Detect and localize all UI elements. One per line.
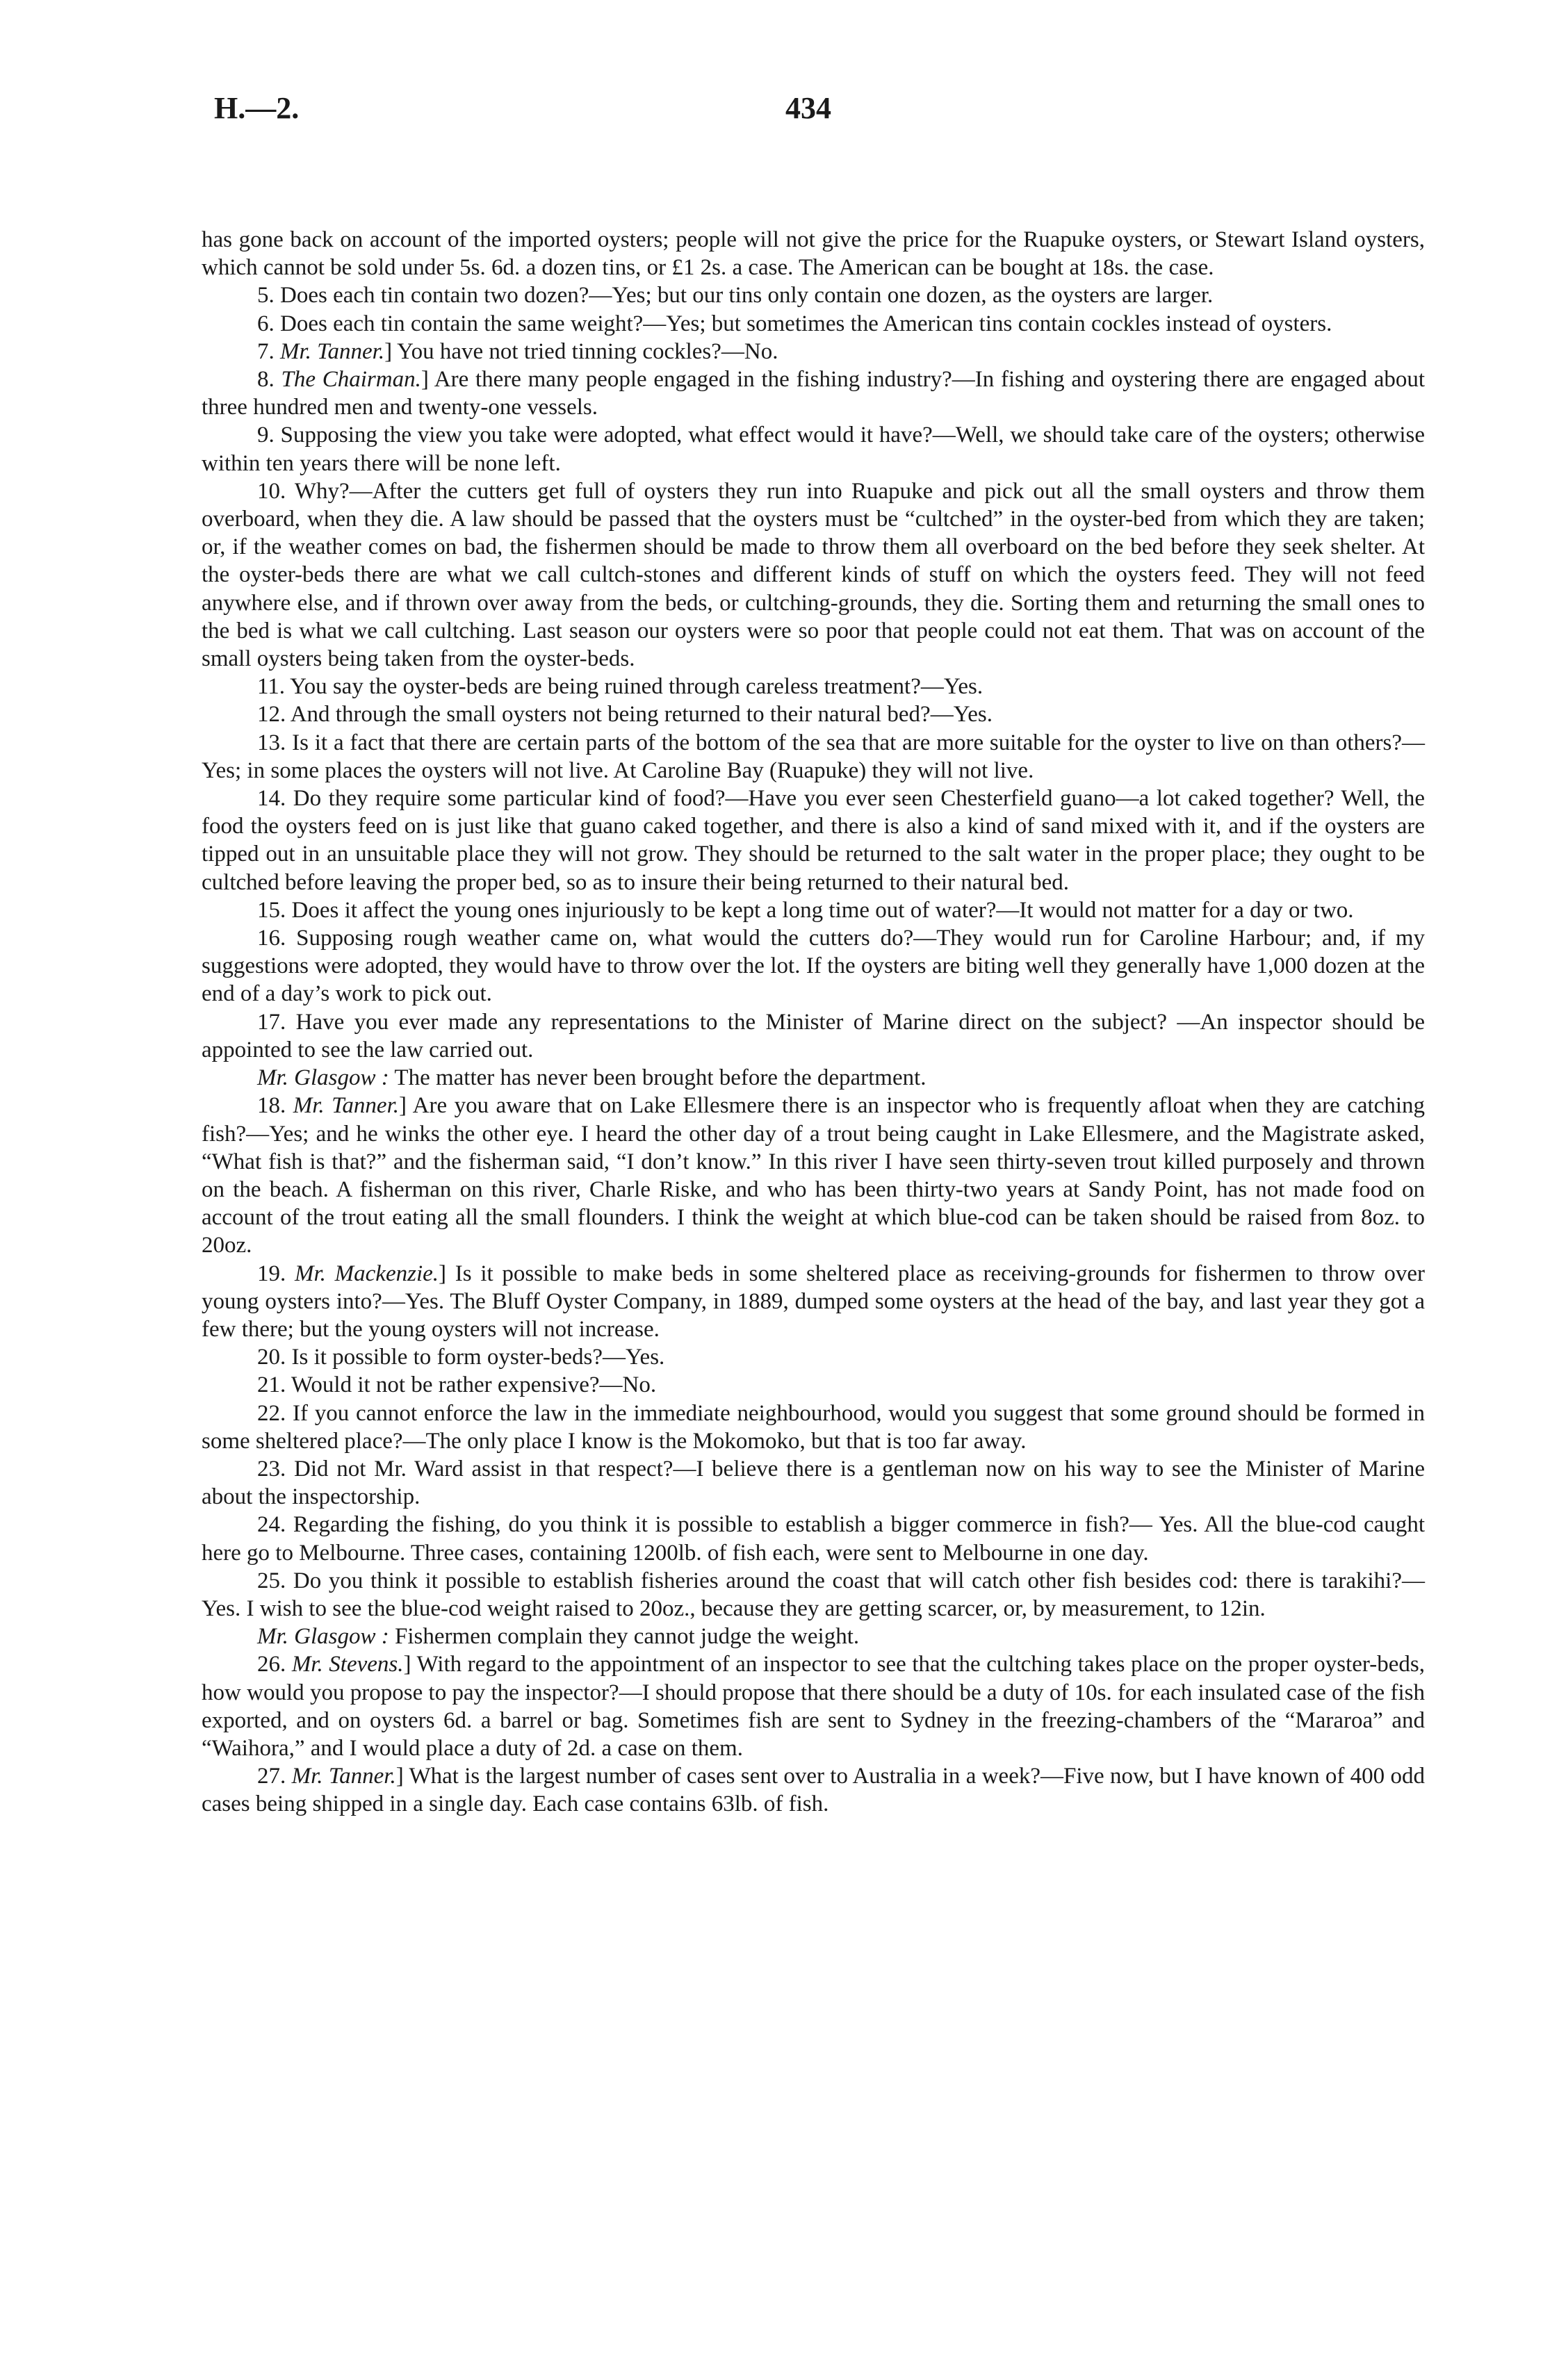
minutes-of-evidence <box>202 226 1425 1819</box>
speaker-name: Mr. Stevens. <box>291 1652 404 1677</box>
document-reference: H.—2. <box>214 91 300 125</box>
question-answer <box>202 366 1425 421</box>
question-answer <box>202 1343 1425 1371</box>
question-answer <box>202 310 1425 338</box>
paragraph-text: Is it a fact that there are certain parts of the bottom of the sea that are more suitable for the oyster to live on than others?—Yes; in some places the oysters will not live. At Caroline Bay (Ruapuke) they will not live. <box>202 730 1425 783</box>
paragraph-text: Does it affect the young ones injuriously to be kept a long time out of water?—It would not matter for a day or two. <box>291 897 1354 923</box>
question-number: 18. <box>257 1093 293 1119</box>
question-number: 9. <box>257 422 281 448</box>
question-answer <box>202 729 1425 785</box>
paragraph-text: You say the oyster-beds are being ruined through careless treatment?—Yes. <box>290 674 983 700</box>
paragraph-text: ] Are there many people engaged in the fishing industry?—In fishing and oystering there are engaged about three hundred men and twenty-one vessels. <box>202 367 1426 420</box>
speaker-name: Mr. Glasgow : <box>257 1065 389 1091</box>
question-answer <box>202 1064 1425 1092</box>
question-number: 5. <box>257 283 280 309</box>
paragraph-text: ] With regard to the appointment of an inspector to see that the cultching takes place on the proper oyster-beds, how would you propose to pay the inspector?—I should propose that there should be a duty of 10s. for each insulated case of the fish exported, and on oysters 6d. a barrel or bag. Sometimes fish are sent to Sydney in the freezing-chambers of the “Mararoa” and “Waihora,” and I would place a duty of 2d. a case on them. <box>202 1652 1425 1761</box>
question-number: 7. <box>257 338 280 364</box>
paragraph-text: Regarding the fishing, do you think it is possible to establish a bigger commerce in fish?— Yes. All the blue-cod caught here go to Melbourne. Three cases, containing 1200lb. of fish each, were sent to Melbourne in one day. <box>202 1512 1425 1566</box>
document-page <box>202 83 1425 2307</box>
question-answer <box>202 1511 1425 1566</box>
question-answer <box>202 1650 1425 1762</box>
paragraph-text: Did not Mr. Ward assist in that respect?—I believe there is a gentleman now on his way to see the Minister of Marine about the inspectorship. <box>202 1456 1425 1510</box>
speaker-name: Mr. Mackenzie. <box>295 1261 439 1286</box>
question-answer <box>202 673 1425 700</box>
question-number: 23. <box>257 1456 294 1482</box>
question-answer <box>202 338 1425 366</box>
question-number: 11. <box>257 674 291 700</box>
paragraph-text: And through the small oysters not being returned to their natural bed?—Yes. <box>290 702 993 728</box>
paragraph-text: Is it possible to form oyster-beds?—Yes. <box>291 1345 665 1370</box>
paragraph-text: Supposing rough weather came on, what would the cutters do?—They would run for Caroline Harbour; and, if my suggestions were adopted, they would have to throw over the lot. If the oysters are biting well they generally have 1,000 dozen at the end of a day’s work to pick out. <box>202 926 1426 1007</box>
question-number: 26. <box>257 1652 292 1677</box>
question-number: 22. <box>257 1400 293 1426</box>
question-number: 15. <box>257 897 292 923</box>
question-answer <box>202 281 1425 309</box>
question-answer <box>202 1455 1425 1511</box>
question-answer <box>202 421 1425 477</box>
question-number: 20. <box>257 1345 292 1370</box>
question-answer <box>202 1008 1425 1064</box>
question-number: 27. <box>257 1764 292 1789</box>
paragraph-text: ] Is it possible to make beds in some sheltered place as receiving-grounds for fishermen to throw over young oysters into?—Yes. The Bluff Oyster Company, in 1889, dumped some oysters at the head of the bay, and last year they got a few there; but the young oysters will not increase. <box>202 1261 1426 1342</box>
question-number: 17. <box>257 1009 296 1035</box>
paragraph-text: ] Are you aware that on Lake Ellesmere there is an inspector who is frequently afloat when they are catching fish?—Yes; and he winks the other eye. I heard the other day of a trout being caught in Lake Ellesmere, and the Magistrate asked, “What fish is that?” and the fisherman said, “I don’t know.” In this river I have seen thirty-seven trout killed purposely and thrown on the beach. A fisherman on this river, Charle Riske, and who has been thirty-two years at Sandy Point, has not made food on account of the trout eating all the small flounders. I think the weight at which blue-cod can be taken should be raised from 8oz. to 20oz. <box>202 1093 1425 1258</box>
paragraph-text: The matter has never been brought before the department. <box>389 1065 926 1091</box>
question-answer <box>202 700 1425 728</box>
paragraph-text: Would it not be rather expensive?—No. <box>291 1372 657 1398</box>
paragraph-text: Do you think it possible to establish fisheries around the coast that will catch other fish besides cod: there is tarakihi?—Yes. I wish to see the blue-cod weight raised to 20oz., because they are getting scarcer, or, by measurement, to 12in. <box>202 1568 1425 1621</box>
paragraph-text: has gone back on account of the imported oysters; people will not give the price for the Ruapuke oysters, or Stewart Island oysters, which cannot be sold under 5s. 6d. a dozen tins, or £1 2s. a case. The American can be bought at 18s. the case. <box>202 227 1425 281</box>
question-answer <box>202 1762 1425 1818</box>
question-number: 8. <box>257 367 281 393</box>
paragraph-text: ] You have not tried tinning cockles?—No. <box>384 338 778 364</box>
question-answer <box>202 1567 1425 1623</box>
question-number: 24. <box>257 1512 293 1538</box>
question-number: 10. <box>257 478 295 504</box>
question-answer <box>202 1260 1425 1344</box>
question-number: 12. <box>257 702 291 728</box>
question-answer <box>202 785 1425 896</box>
question-number: 16. <box>257 926 297 951</box>
question-answer <box>202 1371 1425 1399</box>
question-answer <box>202 1400 1425 1455</box>
paragraph-text: Do they require some particular kind of food?—Have you ever seen Chesterfield guano—a lot caked together? Well, the food the oysters feed on is just like that guano caked together, and there is also a kind of sand mixed with it, and if the oysters are tipped out in an unsuitable place they will not grow. They should be returned to the salt water in the proper place; they ought to be cultched before leaving the proper bed, so as to insure their being returned to their natural bed. <box>202 786 1426 895</box>
question-answer <box>202 924 1425 1008</box>
question-answer <box>202 1623 1425 1650</box>
paragraph-text: ] What is the largest number of cases sent over to Australia in a week?—Five now, but I have known of 400 odd cases being shipped in a single day. Each case contains 63lb. of fish. <box>202 1764 1425 1817</box>
paragraph-text: Supposing the view you take were adopted, what effect would it have?—Well, we should take care of the oysters; otherwise within ten years there will be none left. <box>202 422 1425 476</box>
question-number: 6. <box>257 311 280 336</box>
paragraph-text: Fishermen complain they cannot judge the weight. <box>389 1624 860 1650</box>
paragraph-text: Does each tin contain two dozen?—Yes; but our tins only contain one dozen, as the oysters are larger. <box>280 283 1214 309</box>
paragraph-text: Does each tin contain the same weight?—Yes; but sometimes the American tins contain cockles instead of oysters. <box>280 311 1332 336</box>
speaker-name: Mr. Tanner. <box>280 338 385 364</box>
question-number: 19. <box>257 1261 295 1286</box>
speaker-name: Mr. Tanner. <box>291 1764 396 1789</box>
continued-answer <box>202 226 1425 281</box>
question-number: 14. <box>257 786 293 812</box>
question-answer <box>202 1092 1425 1259</box>
paragraph-text: Have you ever made any representations to the Minister of Marine direct on the subject? —An inspector should be appointed to see the law carried out. <box>202 1009 1426 1062</box>
question-answer <box>202 477 1425 673</box>
paragraph-text: Why?—After the cutters get full of oysters they run into Ruapuke and pick out all the small oysters and throw them overboard, when they die. A law should be passed that the oysters must be “cultched” in the oyster-bed from which they are taken; or, if the weather comes on bad, the fishermen should be made to throw them all overboard on the bed before they seek shelter. At the oyster-beds there are what we call cultch-stones and different kinds of stuff on which the oysters feed. They will not feed anywhere else, and if thrown over away from the beds, or cultching-grounds, they die. Sorting them and returning the small ones to the bed is what we call cultching. Last season our oysters were so poor that people could not eat them. That was on account of the small oysters being taken from the oyster-beds. <box>202 478 1425 672</box>
question-number: 13. <box>257 730 293 755</box>
question-number: 21. <box>257 1372 291 1398</box>
speaker-name: Mr. Glasgow : <box>257 1624 389 1650</box>
paragraph-text: If you cannot enforce the law in the immediate neighbourhood, would you suggest that some ground should be formed in some sheltered place?—The only place I know is the Mokomoko, but that is too far away. <box>202 1400 1426 1454</box>
page-number: 434 <box>785 91 831 125</box>
speaker-name: The Chairman. <box>281 367 421 393</box>
page-header <box>202 83 1425 149</box>
speaker-name: Mr. Tanner. <box>293 1093 400 1119</box>
question-answer <box>202 896 1425 924</box>
question-number: 25. <box>257 1568 293 1593</box>
